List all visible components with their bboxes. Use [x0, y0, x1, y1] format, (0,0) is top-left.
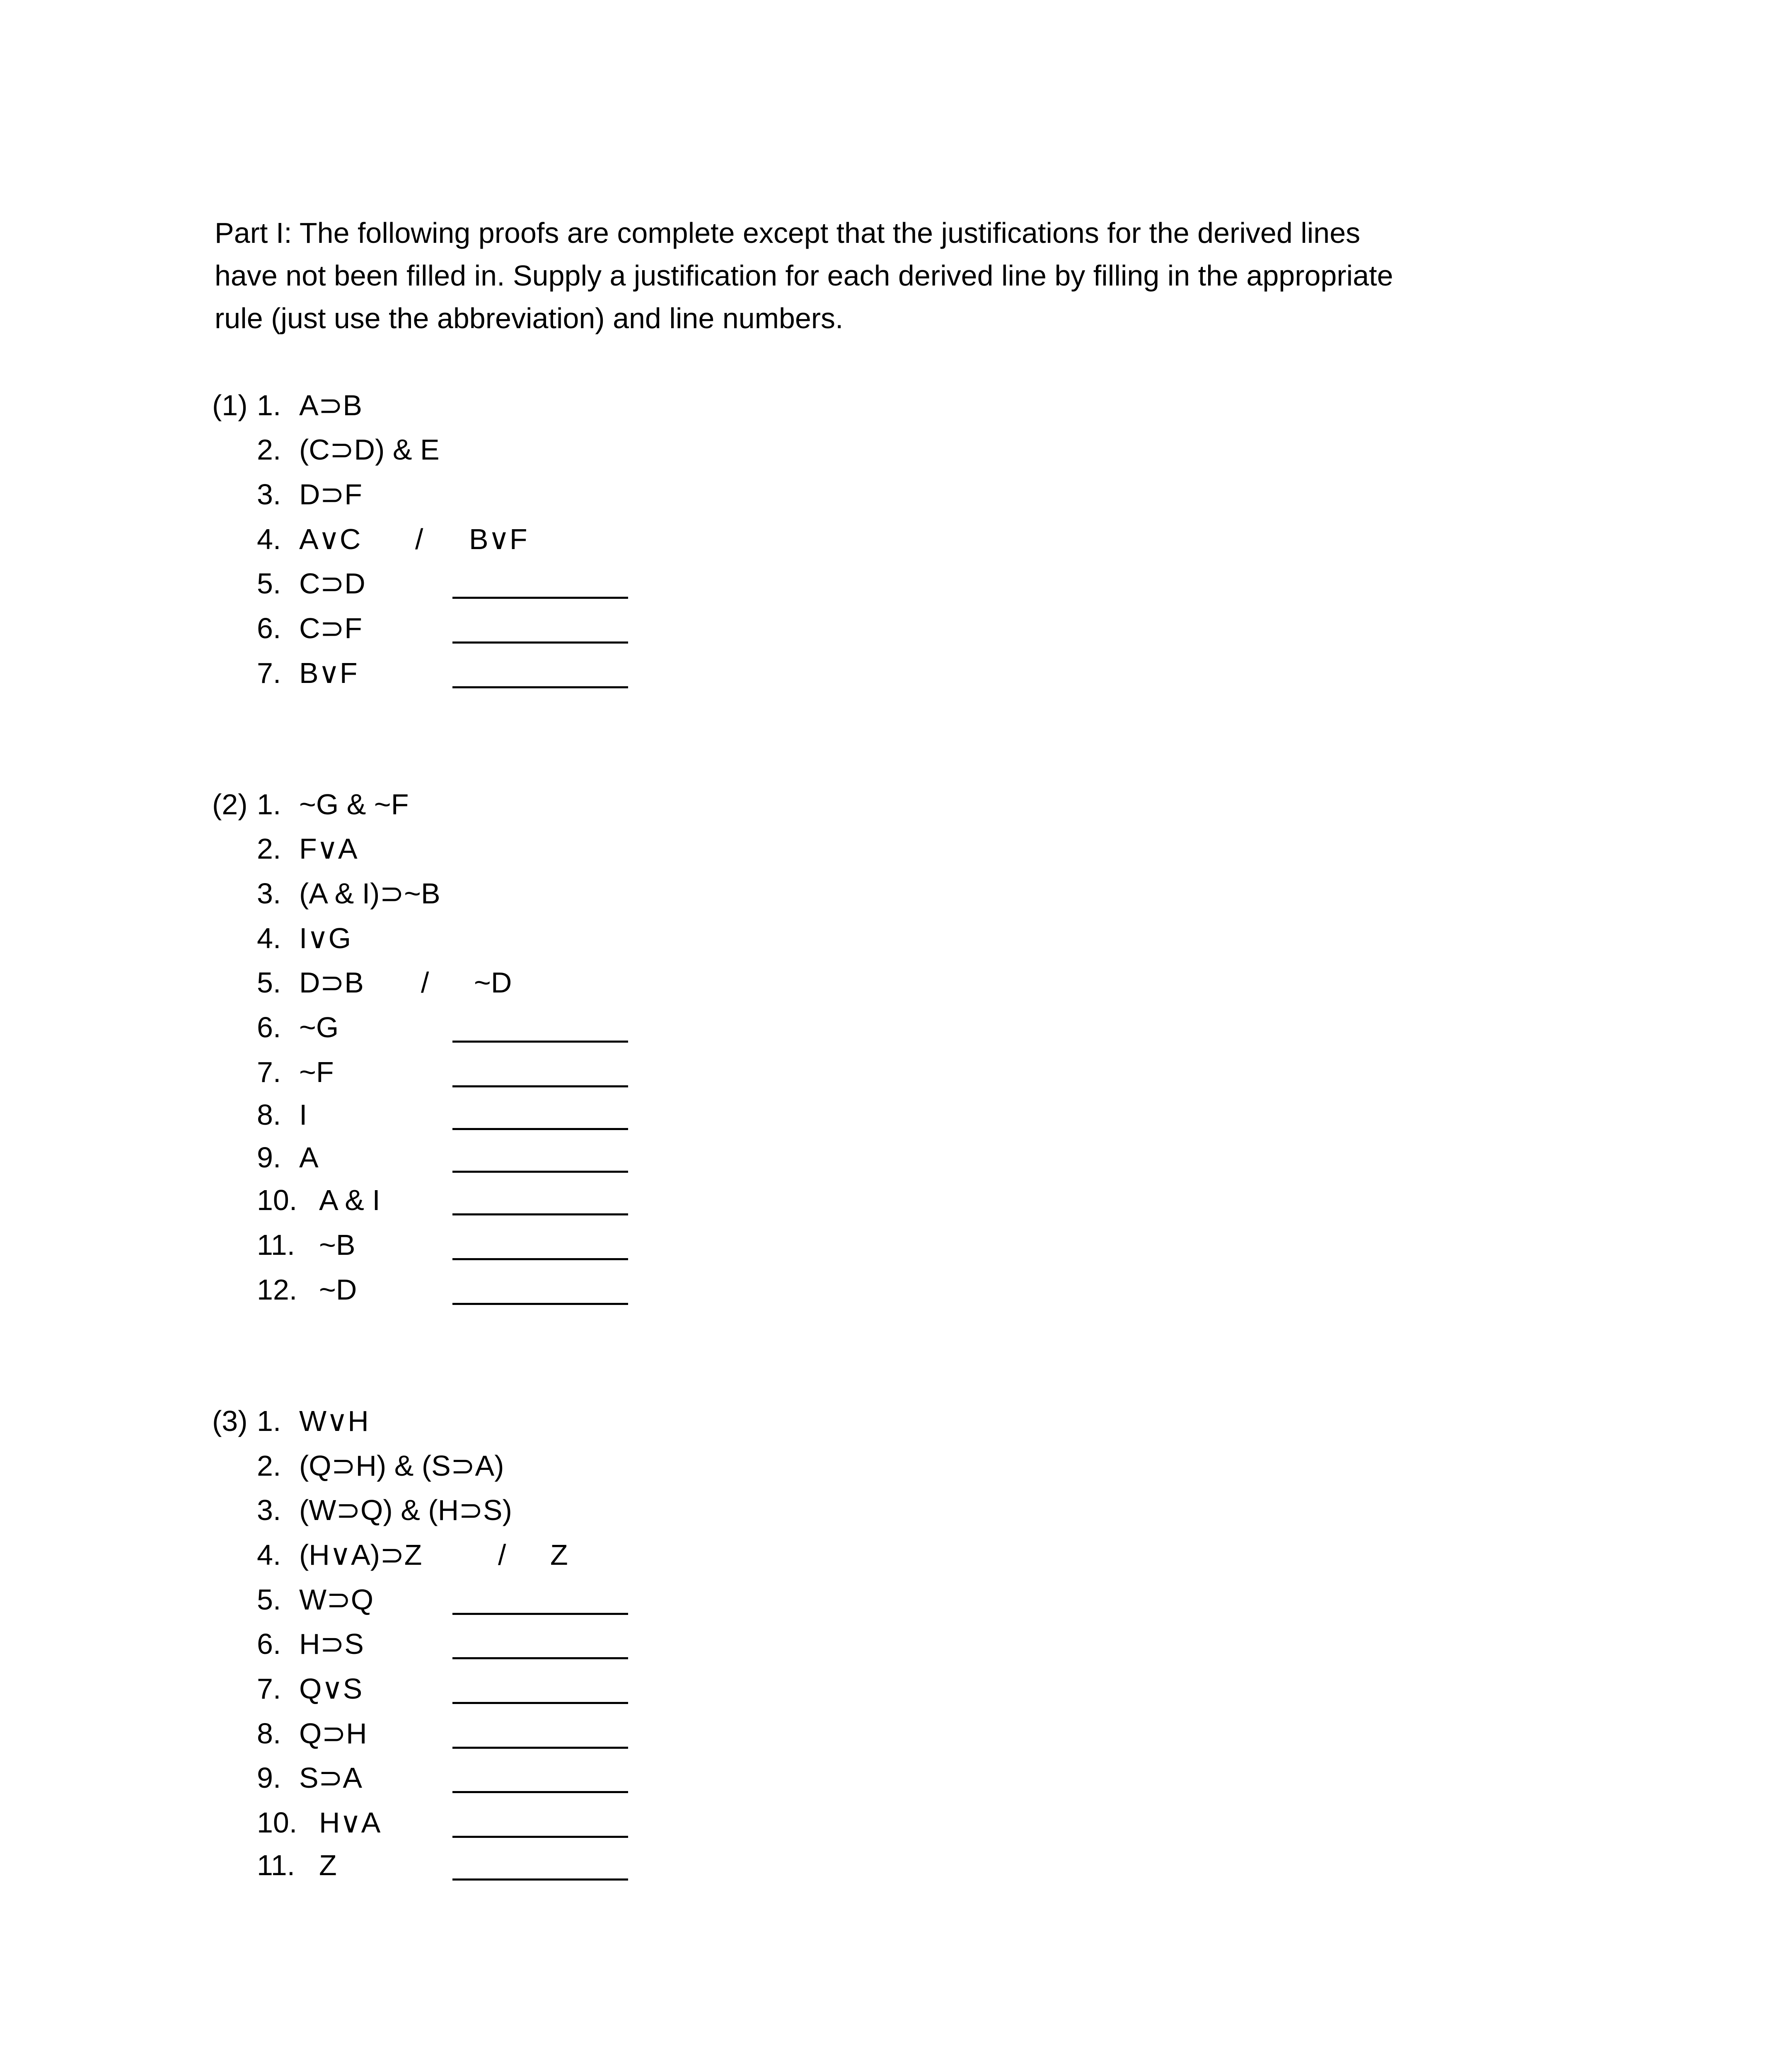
proof-2-line-9-justification-blank[interactable] [452, 1171, 628, 1173]
proof-3-line-8-justification-blank[interactable] [452, 1747, 628, 1749]
proof-2-line-9-number: 9. [257, 1141, 281, 1174]
proof-3-line-2-formula: (Q⊃H) & (S⊃A) [299, 1450, 504, 1482]
proof-2-line-12-justification-blank[interactable] [452, 1303, 628, 1305]
proof-3-line-6-formula: H⊃S [299, 1628, 364, 1660]
proof-3-line-9-number: 9. [257, 1762, 281, 1794]
proof-3-label: (3) [212, 1405, 248, 1437]
proof-1-line-5-justification-blank[interactable] [452, 597, 628, 599]
proof-2-line-6-formula: ~G [299, 1011, 339, 1043]
proof-3-line-3-formula: (W⊃Q) & (H⊃S) [299, 1494, 512, 1526]
proof-2-line-1-formula: ~G & ~F [299, 788, 409, 821]
instructions-line-1: Part I: The following proofs are complete except that the justifications for the derived lines [215, 217, 1361, 249]
proof-1-conclusion: B∨F [469, 523, 527, 555]
proof-2-conclusion-separator: / [421, 966, 429, 999]
proof-2-line-1-number: 1. [257, 788, 281, 821]
proof-3-line-6-number: 6. [257, 1628, 281, 1660]
proof-3-line-1-number: 1. [257, 1405, 281, 1437]
proof-1-line-3-number: 3. [257, 478, 281, 511]
proof-2-line-6-number: 6. [257, 1011, 281, 1043]
proof-3-line-11-number: 11. [257, 1849, 295, 1881]
proof-2-line-10-number: 10. [257, 1184, 297, 1216]
proof-3-line-3-number: 3. [257, 1494, 281, 1526]
proof-2-line-8-number: 8. [257, 1099, 281, 1131]
proof-3-line-5-justification-blank[interactable] [452, 1613, 628, 1615]
proof-2-line-5-number: 5. [257, 966, 281, 999]
proof-1-line-5-number: 5. [257, 567, 281, 600]
proof-2-line-7-formula: ~F [299, 1056, 334, 1088]
proof-3-line-7-number: 7. [257, 1673, 281, 1705]
proof-1-line-7-number: 7. [257, 657, 281, 689]
proof-3-line-7-justification-blank[interactable] [452, 1702, 628, 1704]
proof-3-line-10-formula: H∨A [319, 1806, 381, 1839]
proof-3-line-5-formula: W⊃Q [299, 1583, 374, 1616]
proof-1-label: (1) [212, 389, 248, 421]
proof-2-line-2-formula: F∨A [299, 833, 358, 865]
proof-2-line-2-number: 2. [257, 833, 281, 865]
proof-2-line-6-justification-blank[interactable] [452, 1041, 628, 1043]
proof-3-line-11-formula: Z [319, 1849, 337, 1881]
proof-3-line-2-number: 2. [257, 1450, 281, 1482]
proof-2-conclusion: ~D [474, 966, 512, 999]
proof-3-line-9-formula: S⊃A [299, 1762, 363, 1794]
proof-3-conclusion-separator: / [498, 1539, 506, 1571]
proof-2-line-9-formula: A [299, 1141, 319, 1174]
proof-2-line-11-number: 11. [257, 1229, 295, 1261]
proof-3-line-5-number: 5. [257, 1583, 281, 1616]
proof-2-line-12-formula: ~D [319, 1273, 357, 1306]
instructions-line-2: have not been filled in. Supply a justification for each derived line by filling in the appropriate [215, 259, 1393, 292]
proof-1-line-2-formula: (C⊃D) & E [299, 433, 440, 466]
proof-2-line-8-justification-blank[interactable] [452, 1128, 628, 1130]
proof-1-line-7-formula: B∨F [299, 657, 358, 689]
proof-3-line-7-formula: Q∨S [299, 1673, 363, 1705]
proof-2-line-5-formula: D⊃B [299, 966, 364, 999]
proof-1-line-6-number: 6. [257, 612, 281, 644]
proof-2-line-11-justification-blank[interactable] [452, 1258, 628, 1260]
proof-1-line-4-number: 4. [257, 523, 281, 555]
proof-2-line-12-number: 12. [257, 1273, 297, 1306]
proof-2-line-3-formula: (A & I)⊃~B [299, 877, 440, 910]
proof-1-line-2-number: 2. [257, 433, 281, 466]
proof-2-label: (2) [212, 788, 248, 821]
proof-2-line-8-formula: I [299, 1099, 307, 1131]
proof-2-line-10-justification-blank[interactable] [452, 1213, 628, 1215]
proof-2-line-7-number: 7. [257, 1056, 281, 1088]
proof-1-line-5-formula: C⊃D [299, 567, 365, 600]
proof-2-line-4-number: 4. [257, 922, 281, 954]
proof-3-line-6-justification-blank[interactable] [452, 1657, 628, 1659]
proof-1-line-3-formula: D⊃F [299, 478, 362, 511]
proof-3-line-8-number: 8. [257, 1717, 281, 1750]
proof-3-conclusion: Z [550, 1539, 568, 1571]
proof-2-line-4-formula: I∨G [299, 922, 351, 954]
proof-1-line-7-justification-blank[interactable] [452, 686, 628, 688]
proof-3-line-8-formula: Q⊃H [299, 1717, 367, 1750]
proof-2-line-7-justification-blank[interactable] [452, 1085, 628, 1087]
proof-1-line-1-number: 1. [257, 389, 281, 421]
proof-1-line-4-formula: A∨C [299, 523, 361, 555]
proof-1-line-6-formula: C⊃F [299, 612, 362, 644]
proof-3-line-4-number: 4. [257, 1539, 281, 1571]
proof-1-conclusion-separator: / [415, 523, 423, 555]
proof-3-line-4-formula: (H∨A)⊃Z [299, 1539, 422, 1571]
proof-3-line-10-justification-blank[interactable] [452, 1836, 628, 1838]
proof-2-line-10-formula: A & I [319, 1184, 380, 1216]
proof-2-line-11-formula: ~B [319, 1229, 355, 1261]
proof-3-line-10-number: 10. [257, 1806, 297, 1839]
proof-2-line-3-number: 3. [257, 877, 281, 910]
proof-3-line-9-justification-blank[interactable] [452, 1791, 628, 1793]
instructions-line-3: rule (just use the abbreviation) and line numbers. [215, 302, 844, 334]
proof-3-line-1-formula: W∨H [299, 1405, 369, 1437]
proof-1-line-6-justification-blank[interactable] [452, 641, 628, 644]
proof-1-line-1-formula: A⊃B [299, 389, 363, 421]
proof-3-line-11-justification-blank[interactable] [452, 1878, 628, 1881]
